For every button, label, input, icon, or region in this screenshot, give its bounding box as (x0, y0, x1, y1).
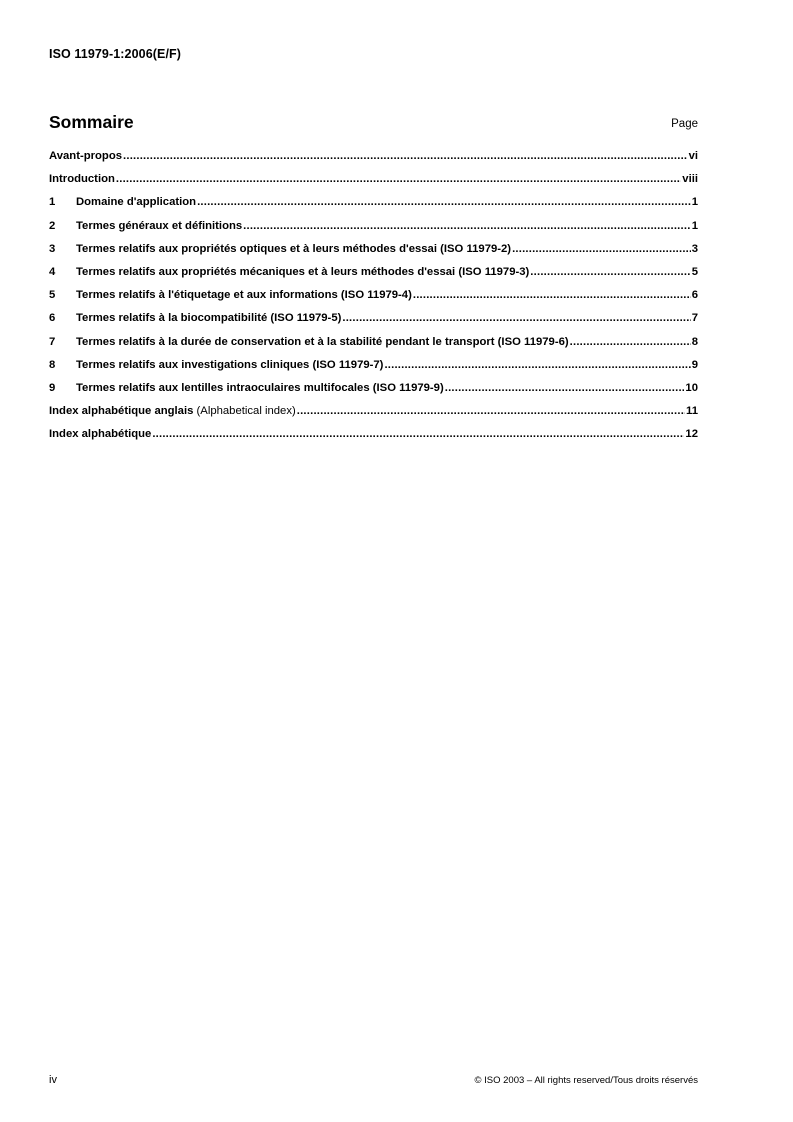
toc-entry-introduction[interactable] (49, 173, 698, 196)
dot-leader (384, 359, 690, 371)
toc-entry-title: Termes relatifs à la durée de conservation et à la stabilité pendant le transport (ISO 11979-6) (76, 335, 569, 348)
toc-entry-page: viii (682, 173, 698, 186)
toc-entry-title: Termes relatifs aux propriétés mécaniques et à leurs méthodes d'essai (ISO 11979-3) (76, 265, 530, 278)
toc-entry-title: Termes généraux et définitions (76, 219, 243, 232)
dot-leader (152, 428, 684, 440)
toc-entry-number: 1 (49, 196, 56, 209)
toc-entry-title: Termes relatifs à l'étiquetage et aux informations (ISO 11979-4) (76, 289, 412, 302)
toc-entry-title: Termes relatifs à la biocompatibilité (ISO 11979-5) (76, 312, 342, 325)
toc-entry-index-anglais[interactable] (49, 405, 698, 428)
toc-entry-5[interactable] (49, 289, 698, 312)
toc-entry-page: 10 (685, 381, 698, 394)
toc-entry-4[interactable] (49, 266, 698, 289)
toc-entry-title: Termes relatifs aux propriétés optiques et à leurs méthodes d'essai (ISO 11979-2) (76, 242, 512, 255)
toc-entry-page: 6 (691, 289, 698, 302)
dot-leader (512, 243, 691, 255)
toc-entry-page: 1 (691, 196, 698, 209)
toc-entry-page: 7 (691, 312, 698, 325)
toc-entry-avant-propos[interactable] (49, 150, 698, 173)
toc-entry-title: Termes relatifs aux investigations cliniques (ISO 11979-7) (76, 358, 384, 371)
toc-entry-title-note: (Alphabetical index) (196, 405, 296, 418)
toc-page-label: Page (671, 118, 698, 130)
toc-entry-page: 11 (686, 405, 698, 418)
toc-entry-3[interactable] (49, 243, 698, 266)
toc-entry-title (49, 405, 296, 417)
dot-leader (243, 220, 691, 232)
toc-entry-number: 2 (49, 219, 56, 232)
toc-entry-page: vi (688, 150, 698, 162)
toc-entry-title: Termes relatifs aux lentilles intraoculaires multifocales (ISO 11979-9) (76, 381, 444, 394)
dot-leader (116, 173, 681, 185)
toc-entry-page: 3 (691, 242, 698, 255)
dot-leader (570, 336, 691, 348)
toc-entry-number: 4 (49, 265, 56, 278)
document-id: ISO 11979-1:2006(E/F) (49, 47, 182, 61)
toc-entry-number: 8 (49, 358, 56, 371)
toc-entry-6[interactable] (49, 312, 698, 335)
dot-leader (297, 405, 685, 417)
toc-entry-title: Domaine d'application (76, 196, 197, 209)
toc-entry-2[interactable] (49, 220, 698, 243)
toc-entry-number: 6 (49, 312, 56, 325)
toc-entry-number: 5 (49, 289, 56, 302)
toc-entry-title: Avant-propos (49, 150, 123, 162)
toc-entry-8[interactable] (49, 359, 698, 382)
toc-entry-9[interactable] (49, 382, 698, 405)
toc-title: Sommaire (49, 112, 134, 132)
dot-leader (413, 289, 691, 301)
dot-leader (123, 150, 688, 162)
toc-entry-7[interactable] (49, 336, 698, 359)
toc-entry-title-bold: Index alphabétique anglais (49, 405, 194, 418)
dot-leader (530, 266, 690, 278)
footer-copyright: © ISO 2003 – All rights reserved/Tous droits réservés (474, 1075, 698, 1086)
toc-entry-page: 5 (691, 265, 698, 278)
toc-entry-index-alphabetique[interactable] (49, 428, 698, 451)
toc-entry-1[interactable] (49, 196, 698, 219)
toc-entry-title: Introduction (49, 173, 115, 186)
footer-page-number: iv (49, 1074, 57, 1086)
toc-entry-page: 1 (691, 219, 698, 232)
toc-entry-number: 9 (49, 381, 56, 394)
dot-leader (445, 382, 685, 394)
dot-leader (342, 312, 690, 324)
dot-leader (197, 196, 691, 208)
table-of-contents (49, 150, 698, 451)
toc-entry-title: Index alphabétique (49, 428, 152, 441)
toc-entry-number: 3 (49, 242, 56, 255)
toc-header (49, 112, 698, 136)
toc-entry-page: 9 (691, 358, 698, 371)
toc-entry-page: 12 (685, 428, 698, 441)
toc-entry-page: 8 (691, 335, 698, 348)
toc-entry-number: 7 (49, 335, 56, 348)
